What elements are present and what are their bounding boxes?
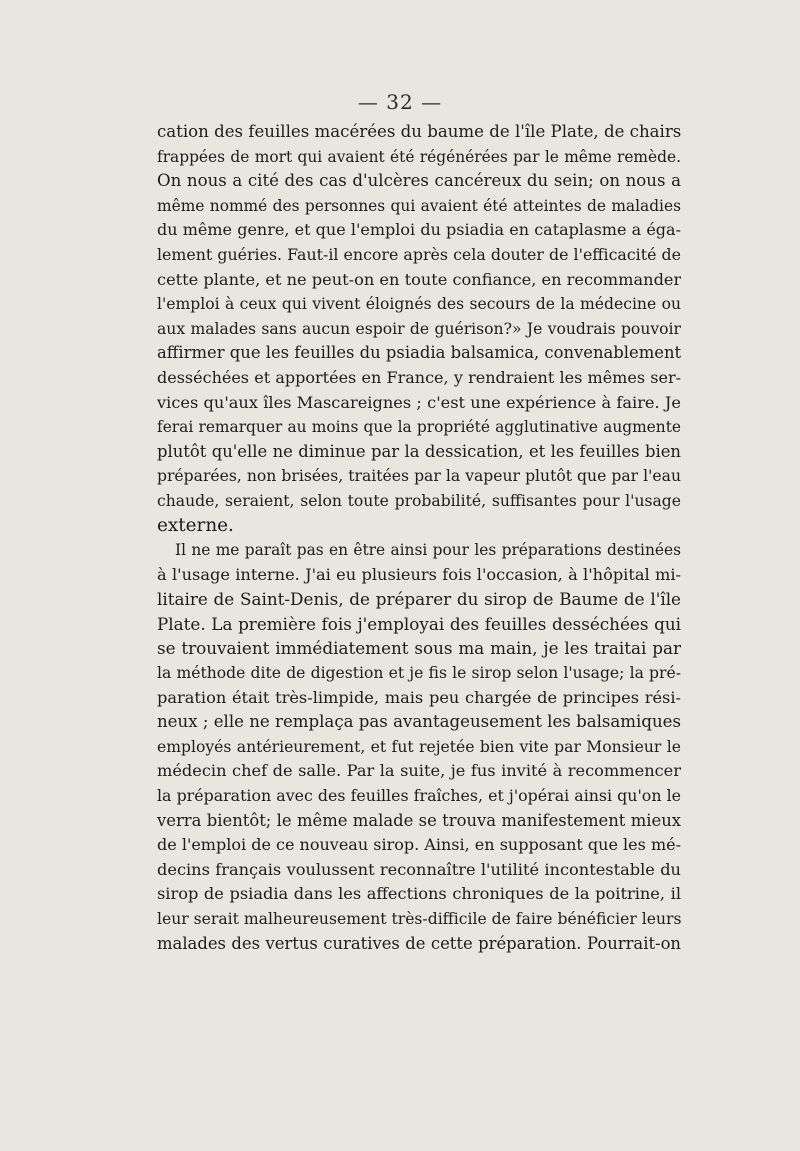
- text-line: lement guéries. Faut-il encore après cela douter de l'efficacité de: [157, 244, 681, 264]
- text-line: malades des vertus curatives de cette préparation. Pourrait-on: [157, 933, 681, 953]
- text-line: leur serait malheureusement très-difficile de faire bénéficier leurs: [157, 910, 681, 928]
- text-line: la préparation avec des feuilles fraîches, et j'opérai ainsi qu'on le: [157, 786, 681, 806]
- text-line: frappées de mort qui avaient été régénérées par le même remède.: [157, 147, 681, 166]
- text-line: plutôt qu'elle ne diminue par la dessication, et les feuilles bien: [157, 441, 681, 461]
- text-line: préparées, non brisées, traitées par la vapeur plutôt que par l'eau: [157, 467, 681, 486]
- text-line: sirop de psiadia dans les affections chroniques de la poitrine, il: [157, 884, 681, 904]
- text-line: decins français voulussent reconnaître l'utilité incontestable du: [157, 859, 681, 879]
- text-line: desséchées et apportées en France, y rendraient les mêmes ser-: [157, 367, 681, 387]
- text-line: neux ; elle ne remplaça pas avantageusement les balsamiques: [157, 712, 681, 732]
- text-line: vices qu'aux îles Mascareignes ; c'est une expérience à faire. Je: [157, 392, 681, 412]
- text-line: On nous a cité des cas d'ulcères cancéreux du sein; on nous a: [157, 171, 681, 191]
- text-line: chaude, seraient, selon toute probabilité, suffisantes pour l'usage: [157, 491, 681, 510]
- text-line: à l'usage interne. J'ai eu plusieurs fois l'occasion, à l'hôpital mi-: [157, 564, 681, 584]
- paragraph: [157, 120, 681, 538]
- body-text: [157, 120, 681, 956]
- text-line: externe.: [157, 514, 234, 536]
- text-line: Plate. La première fois j'employai des feuilles desséchées qui: [157, 613, 681, 634]
- text-line: Il ne me paraît pas en être ainsi pour les préparations destinées: [175, 541, 681, 560]
- text-line: aux malades sans aucun espoir de guérison?» Je voudrais pouvoir: [157, 319, 681, 338]
- text-line: affirmer que les feuilles du psiadia balsamica, convenablement: [157, 343, 681, 363]
- text-line: du même genre, et que l'emploi du psiadia en cataplasme a éga-: [157, 220, 681, 240]
- page-number: — 32 —: [357, 90, 443, 114]
- text-line: même nommé des personnes qui avaient été atteintes de maladies: [157, 196, 681, 215]
- text-line: cation des feuilles macérées du baume de l'île Plate, de chairs: [157, 122, 681, 141]
- text-line: cette plante, et ne peut-on en toute confiance, en recommander: [157, 269, 681, 289]
- text-line: de l'emploi de ce nouveau sirop. Ainsi, en supposant que les mé-: [157, 835, 681, 855]
- text-line: l'emploi à ceux qui vivent éloignés des secours de la médecine ou: [157, 295, 681, 314]
- paragraph: [157, 538, 681, 956]
- text-line: paration était très-limpide, mais peu chargée de principes rési-: [157, 687, 681, 707]
- text-line: la méthode dite de digestion et je fis le sirop selon l'usage; la pré-: [157, 664, 681, 683]
- text-line: verra bientôt; le même malade se trouva manifestement mieux: [157, 810, 681, 830]
- text-line: se trouvaient immédiatement sous ma main, je les traitai par: [157, 638, 681, 659]
- text-line: médecin chef de salle. Par la suite, je fus invité à recommencer: [157, 761, 681, 781]
- text-line: ferai remarquer au moins que la propriété agglutinative augmente: [157, 418, 681, 437]
- text-line: litaire de Saint-Denis, de préparer du sirop de Baume de l'île: [157, 589, 681, 610]
- text-line: employés antérieurement, et fut rejetée bien vite par Monsieur le: [157, 737, 681, 756]
